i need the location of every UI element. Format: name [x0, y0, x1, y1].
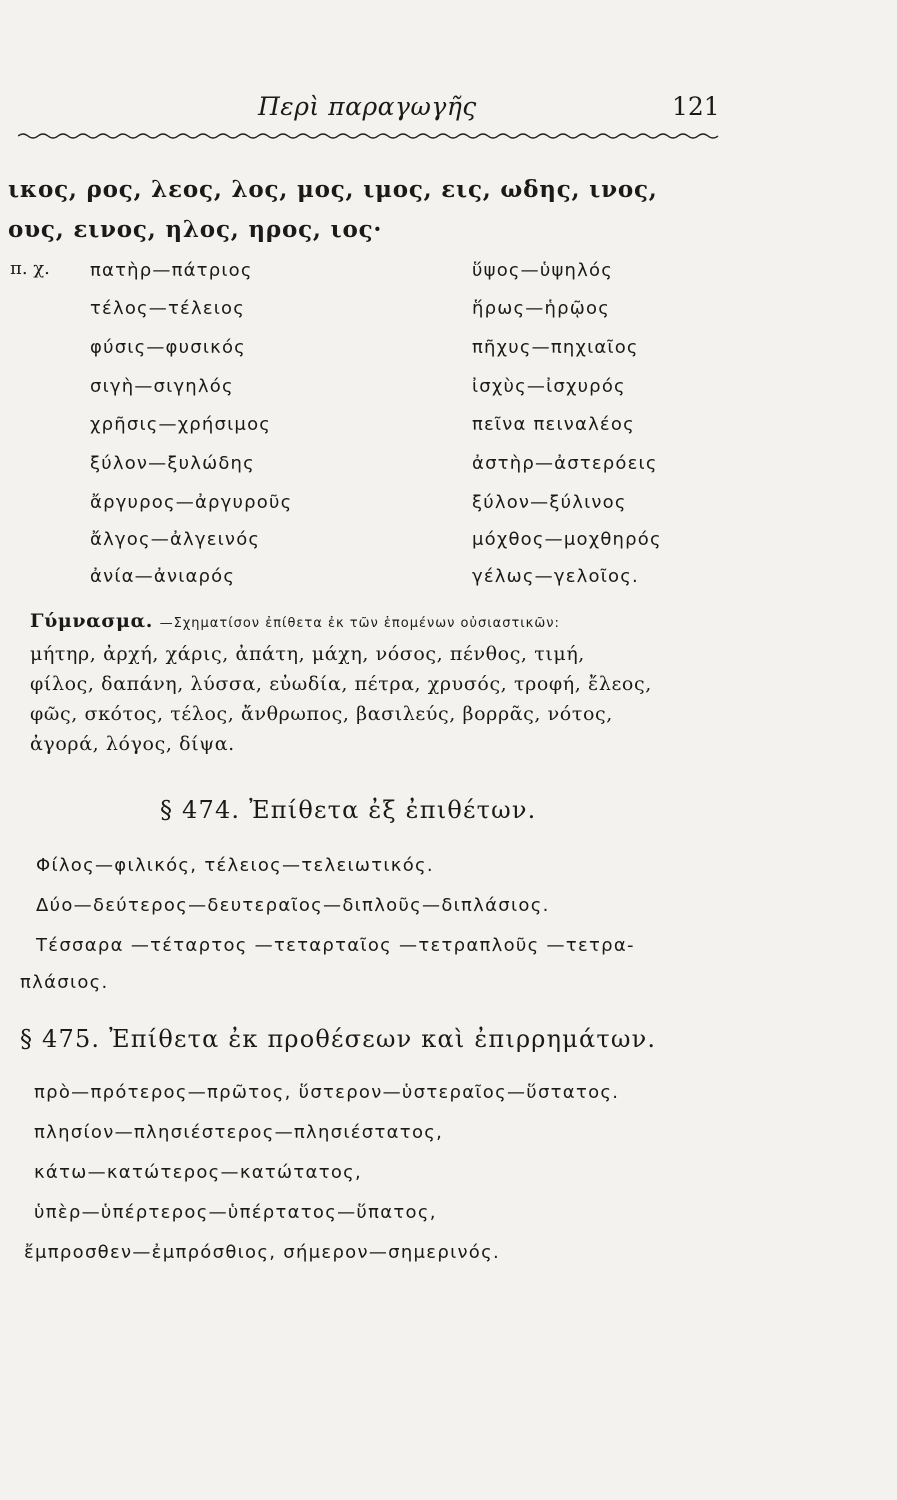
example-pair: ξύλον—ξυλώδης: [90, 453, 255, 474]
section-474-line: Δύο—δεύτερος—δευτεραῖος—διπλοῦς—διπλάσιος.: [36, 895, 550, 916]
example-pair: ὕψος—ὑψηλός: [472, 260, 613, 281]
example-pair: ξύλον—ξύλινος: [472, 492, 627, 513]
section-475-line: πλησίον—πλησιέστερος—πλησιέστατος,: [34, 1122, 444, 1143]
running-header: Περὶ παραγωγῆς: [258, 92, 477, 121]
section-474-line: Τέσσαρα —τέταρτος —τεταρταῖος —τετραπλοῦς —τετρα-: [36, 935, 635, 956]
page-number: 121: [672, 92, 720, 121]
suffix-line: ικος, ρος, λεος, λος, μος, ιμος, εις, ωδης, ινος,: [8, 176, 658, 203]
example-pair: τέλος—τέλειος: [90, 298, 246, 319]
section-474-title: § 474. Ἐπίθετα ἐξ ἐπιθέτων.: [160, 796, 537, 824]
section-474-line: Φίλος—φιλικός, τέλειος—τελειωτικός.: [36, 855, 434, 876]
example-pair: πεῖνα πειναλέος: [472, 414, 635, 435]
example-pair: φύσις—φυσικός: [90, 337, 246, 358]
example-pair: ἰσχὺς—ἰσχυρός: [472, 376, 626, 397]
exercise-line: ἀγορά, λόγος, δίψα.: [30, 733, 235, 755]
section-475-title: § 475. Ἐπίθετα ἐκ προθέσεων καὶ ἐπιρρημάτων.: [20, 1025, 657, 1053]
suffix-line: ους, εινος, ηλος, ηρος, ιος·: [8, 216, 383, 243]
example-pair: ἀστὴρ—ἀστερόεις: [472, 453, 658, 474]
exercise-block: [30, 606, 730, 759]
example-pair: ἄργυρος—ἀργυροῦς: [90, 492, 293, 513]
example-pair: ἥρως—ἡρῷος: [472, 298, 610, 319]
exercise-line: φῶς, σκότος, τέλος, ἄνθρωπος, βασιλεύς, βορρᾶς, νότος,: [30, 703, 613, 725]
exercise-instruction: —Σχηματίσον ἐπίθετα ἐκ τῶν ἑπομένων οὐσιαστικῶν:: [159, 616, 560, 631]
example-pair: ἄλγος—ἀλγεινός: [90, 529, 261, 550]
example-pair: πῆχυς—πηχιαῖος: [472, 337, 639, 358]
example-pair: σιγὴ—σιγηλός: [90, 376, 234, 397]
example-pair: πατὴρ—πάτριος: [90, 260, 253, 281]
section-474-line: πλάσιος.: [20, 972, 109, 993]
example-marker: π. χ.: [10, 258, 50, 279]
section-475-line: πρὸ—πρότερος—πρῶτος, ὕστερον—ὑστεραῖος—ὕστατος.: [34, 1082, 620, 1103]
example-pair: μόχθος—μοχθηρός: [472, 529, 662, 550]
section-475-line: ὑπὲρ—ὑπέρτερος—ὑπέρτατος—ὕπατος,: [34, 1202, 437, 1223]
exercise-label: Γύμνασμα.: [30, 610, 153, 632]
exercise-line: μήτηρ, ἀρχή, χάρις, ἀπάτη, μάχη, νόσος, πένθος, τιμή,: [30, 643, 585, 665]
example-pair: γέλως—γελοῖος.: [472, 566, 639, 587]
exercise-line: φίλος, δαπάνη, λύσσα, εὐωδία, πέτρα, χρυσός, τροφή, ἔλεος,: [30, 673, 652, 695]
section-475-line: κάτω—κατώτερος—κατώτατος,: [34, 1162, 363, 1183]
example-pair: ἀνία—ἀνιαρός: [90, 566, 236, 587]
exercise-heading: [30, 606, 730, 639]
example-pair: χρῆσις—χρήσιμος: [90, 414, 272, 435]
section-475-line: ἔμπροσθεν—ἐμπρόσθιος, σήμερον—σημερινός.: [24, 1242, 501, 1263]
header-wavy-rule: [18, 132, 723, 140]
